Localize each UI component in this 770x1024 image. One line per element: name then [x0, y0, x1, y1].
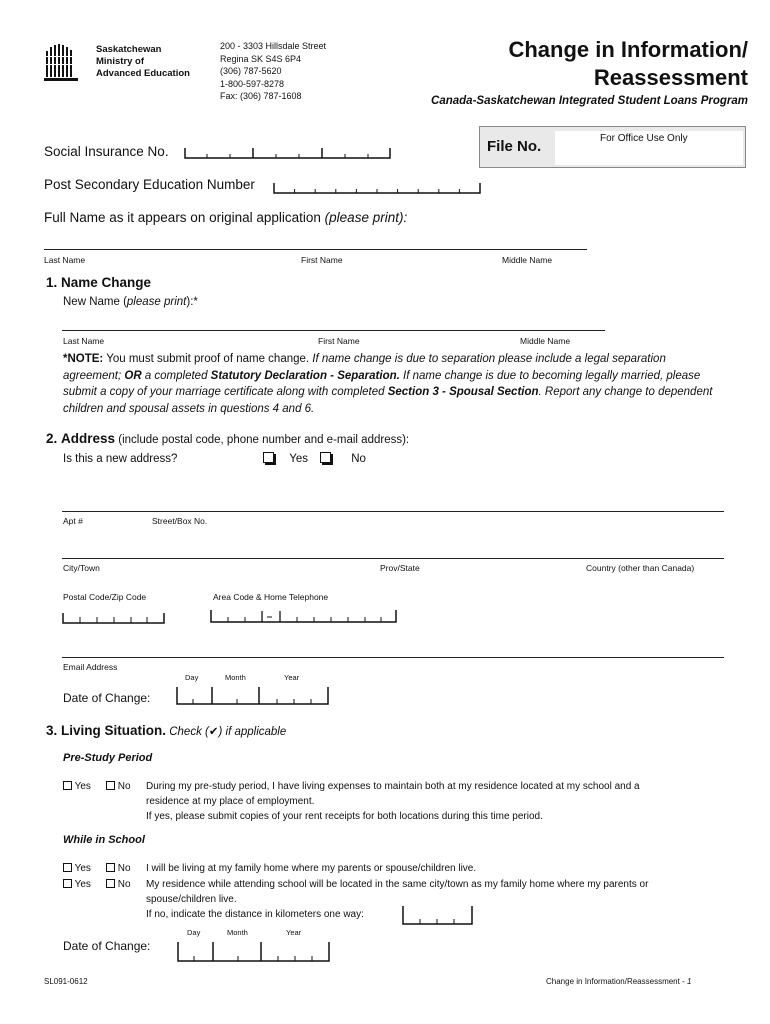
psen-input[interactable] — [273, 179, 485, 200]
city-label: City/Town — [63, 563, 100, 573]
office-use-label: For Office Use Only — [600, 133, 688, 144]
no-checkbox[interactable] — [106, 781, 115, 790]
school2-no[interactable]: No — [106, 877, 131, 892]
name-change-note: *NOTE: You must submit proof of name change. If name change is due to separation please include a legal separation agreement; OR a completed Statutory Declaration - Separation. If name change is due to becoming legally married, please submit a copy of your marriage certificate along with completed Section 3 - Spousal Section. Report any change to dependent children and spousal assets in questions 4 and 6. — [63, 353, 713, 415]
ministry-address: 200 - 3303 Hillsdale Street Regina SK S4S 6P4 (306) 787-5620 1-800-597-8278 Fax: (306) 787-1608 — [220, 41, 327, 101]
yes-checkbox[interactable] — [63, 863, 72, 872]
street-label: Street/Box No. — [152, 516, 208, 526]
no-checkbox[interactable] — [106, 863, 115, 872]
email-line[interactable] — [62, 657, 724, 658]
program-subtitle: Canada-Saskatchewan Integrated Student Loans Program — [431, 95, 748, 107]
prestudy-text: During my pre-study period, I have living expenses to maintain both at my residence located at my school and a residence at my place of employment. If yes, please submit copies of your rent receipts for both locations during this time period. — [146, 781, 640, 822]
phone-input[interactable] — [210, 607, 400, 630]
file-no-label: File No. — [487, 138, 542, 155]
new-first-name-label: First Name — [318, 336, 360, 346]
school-heading: While in School — [63, 834, 145, 846]
form-title: Change in Information/ Reassessment — [508, 37, 748, 90]
school1-text: I will be living at my family home where my parents or spouse/children live. — [146, 863, 477, 874]
ministry-name: Saskatchewan Ministry of Advanced Education — [96, 44, 190, 79]
new-address-question: Is this a new address? — [63, 453, 178, 465]
office-use-field[interactable] — [555, 131, 743, 165]
year-label: Year — [286, 928, 302, 937]
phone-label: Area Code & Home Telephone — [213, 592, 329, 602]
prov-label: Prov/State — [380, 563, 420, 573]
school2-text: My residence while attending school will be located in the same city/town as my family home where my parents or spouse/children live. If no, indicate the distance in kilometers one way: — [146, 879, 649, 920]
new-middle-name-label: Middle Name — [520, 336, 571, 346]
file-no-box — [479, 126, 746, 168]
sin-input[interactable] — [184, 144, 394, 165]
street-line[interactable] — [62, 511, 724, 512]
psen-label: Post Secondary Education Number — [44, 177, 255, 192]
middle-name-label: Middle Name — [502, 255, 553, 265]
full-name-label: Full Name as it appears on original application (please print): — [44, 210, 408, 225]
new-address-yes[interactable]: Yes — [263, 452, 308, 465]
country-label: Country (other than Canada) — [586, 563, 695, 573]
day-label: Day — [187, 928, 201, 937]
full-name-line[interactable] — [44, 249, 587, 250]
distance-km-input[interactable] — [402, 904, 476, 931]
school2-yes[interactable]: Yes — [63, 877, 91, 892]
school-date-input[interactable] — [177, 940, 335, 969]
new-name-label: New Name (please print):* — [63, 296, 198, 308]
month-label: Month — [225, 673, 246, 682]
year-label: Year — [284, 673, 300, 682]
school1-no[interactable]: No — [106, 861, 131, 876]
apt-label: Apt # — [63, 516, 83, 526]
new-last-name-label: Last Name — [63, 336, 105, 346]
last-name-label: Last Name — [44, 255, 86, 265]
ministry-logo — [44, 44, 78, 82]
month-label: Month — [227, 928, 248, 937]
yes-checkbox[interactable] — [63, 781, 72, 790]
sin-label: Social Insurance No. — [44, 144, 169, 159]
prestudy-no[interactable]: No — [106, 779, 131, 794]
page-footer: Change in Information/Reassessment - 1 — [546, 977, 692, 986]
section3-heading: 3. Living Situation. Check (✔) if applicable — [46, 723, 287, 738]
prestudy-yes[interactable]: Yes — [63, 779, 91, 794]
new-address-no[interactable]: No — [320, 452, 366, 465]
new-name-line[interactable] — [62, 330, 605, 331]
no-checkbox[interactable] — [106, 879, 115, 888]
first-name-label: First Name — [301, 255, 343, 265]
date-of-change-label: Date of Change: — [63, 939, 151, 953]
section1-heading: 1. Name Change — [46, 275, 152, 290]
date-of-change-label: Date of Change: — [63, 691, 151, 705]
school1-yes[interactable]: Yes — [63, 861, 91, 876]
no-checkbox[interactable] — [320, 452, 331, 463]
postal-input[interactable] — [62, 610, 168, 631]
email-label: Email Address — [63, 662, 118, 672]
city-line[interactable] — [62, 558, 724, 559]
section2-heading: 2. Address (include postal code, phone number and e-mail address): — [46, 431, 410, 446]
form-code: SL091-0612 — [44, 977, 88, 986]
yes-checkbox[interactable] — [263, 452, 274, 463]
address-date-input[interactable] — [176, 685, 334, 712]
postal-label: Postal Code/Zip Code — [63, 592, 147, 602]
day-label: Day — [185, 673, 199, 682]
yes-checkbox[interactable] — [63, 879, 72, 888]
prestudy-heading: Pre-Study Period — [63, 752, 153, 764]
